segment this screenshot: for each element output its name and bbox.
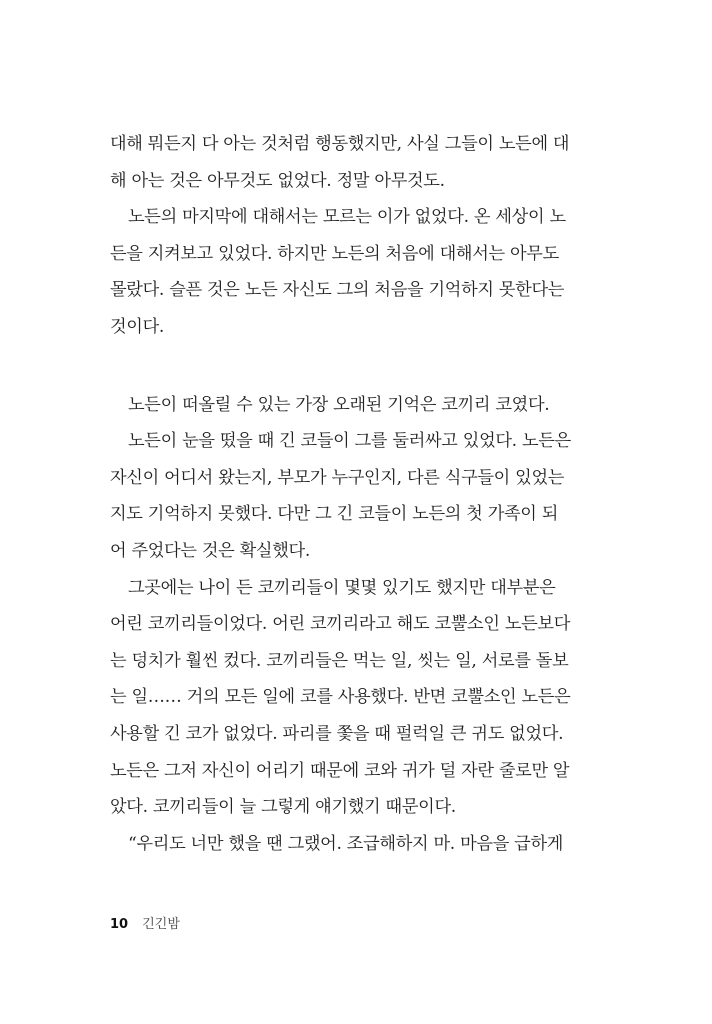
text-line: 어 주었다는 것은 확실했다.	[110, 540, 310, 561]
text-line: 것이다.	[110, 316, 165, 337]
text-line: 대해 뭐든지 다 아는 것처럼 행동했지만, 사실 그들이 노든에 대	[110, 134, 570, 154]
page-footer	[110, 913, 180, 932]
text-line: 노든이 떠올릴 수 있는 가장 오래된 기억은 코끼리 코였다.	[128, 394, 550, 415]
text-line: 그곳에는 나이 든 코끼리들이 몇몇 있기도 했지만 대부분은	[128, 577, 556, 598]
section-break	[110, 346, 580, 387]
text-line: 노든은 그저 자신이 어리기 때문에 코와 귀가 덜 자란 줄로만 알	[110, 760, 570, 781]
text-line: “우리도 너만 했을 땐 그랬어. 조급해하지 마. 마음을 급하게	[128, 833, 564, 854]
running-title: 긴긴밤	[142, 917, 180, 932]
text-line: 든을 지켜보고 있었다. 하지만 노든의 처음에 대해서는 아무도	[110, 243, 559, 264]
text-line: 았다. 코끼리들이 늘 그렇게 얘기했기 때문이다.	[110, 797, 456, 818]
text-line: 는 덩치가 훨씬 컸다. 코끼리들은 먹는 일, 씻는 일, 서로를 돌보	[110, 650, 569, 671]
text-line: 는 일…… 거의 모든 일에 코를 사용했다. 반면 코뿔소인 노든은	[110, 687, 571, 708]
text-line: 몰랐다. 슬픈 것은 노든 자신도 그의 처음을 기억하지 못한다는	[110, 280, 565, 301]
text-line: 노든이 눈을 떴을 때 긴 코들이 그를 둘러싸고 있었다. 노든은	[128, 431, 571, 452]
text-line: 어린 코끼리들이었다. 어린 코끼리라고 해도 코뿔소인 노든보다	[110, 614, 571, 635]
text-line: 사용할 긴 코가 없었다. 파리를 쫓을 때 펄럭일 큰 귀도 없었다.	[110, 723, 564, 744]
text-line: 노든의 마지막에 대해서는 모르는 이가 없었다. 온 세상이 노	[128, 207, 566, 228]
text-line: 해 아는 것은 아무것도 없었다. 정말 아무것도.	[110, 170, 445, 191]
body-text	[110, 126, 580, 862]
text-line: 자신이 어디서 왔는지, 부모가 누구인지, 다른 식구들이 있었는	[110, 467, 565, 488]
text-line: 지도 기억하지 못했다. 다만 그 긴 코들이 노든의 첫 가족이 되	[110, 504, 559, 525]
page-number: 10	[110, 917, 129, 932]
